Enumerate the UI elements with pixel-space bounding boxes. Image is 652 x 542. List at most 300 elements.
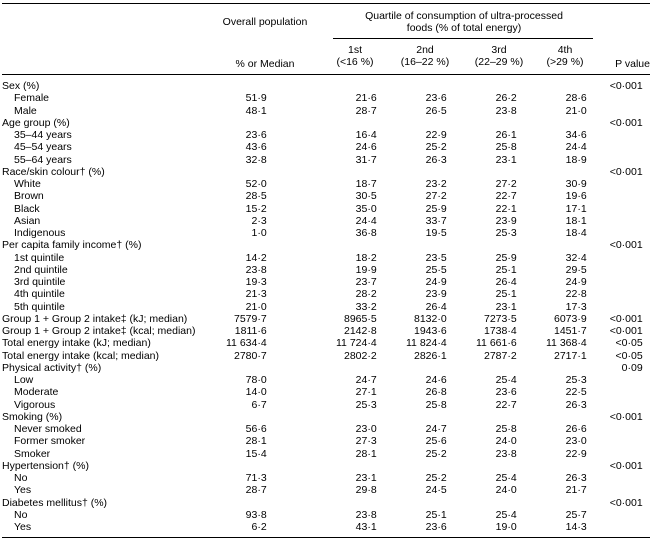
quartile-3-value (447, 411, 517, 423)
quartile-4-value (517, 497, 587, 509)
quartile-4-value: 19·6 (565, 190, 587, 203)
quartile-3-value: 25·9 (495, 251, 517, 264)
p-value (587, 178, 643, 190)
quartile-4-value: 17·3 (565, 300, 587, 313)
overall-unit-header: % or Median (235, 58, 295, 70)
table-row (2, 497, 643, 509)
p-value (587, 448, 643, 460)
quartile-2-value: 24·9 (425, 276, 447, 289)
overall-value (226, 460, 267, 472)
quartile-3-value (447, 166, 517, 178)
table-row (2, 337, 643, 349)
quartile-1-value (267, 411, 377, 423)
quartile-3-value: 22·7 (495, 190, 517, 203)
quartile-2-value: 8132·0 (413, 312, 447, 325)
row-sublabel: 45–54 years (14, 141, 72, 154)
p-value: <0·001 (609, 325, 643, 338)
row-sublabel: Male (14, 104, 37, 117)
row-sublabel: Vigorous (14, 398, 56, 411)
quartile-3-value: 11 661·6 (476, 337, 517, 350)
bottom-rule (2, 537, 650, 538)
row-sublabel: No (14, 508, 28, 521)
quartile-3-value: 23·9 (495, 214, 517, 227)
table-row (2, 105, 643, 117)
header-rule (2, 74, 650, 75)
quartile-2-value: 24·6 (425, 374, 447, 387)
overall-value: 1811·6 (234, 325, 267, 338)
row-sublabel: Brown (14, 190, 44, 203)
quartile-1-value (267, 166, 377, 178)
quartile-4-value: 11 368·4 (546, 337, 587, 350)
quartile-3-value (447, 460, 517, 472)
quartile-4-value: 1451·7 (553, 325, 587, 338)
table-row (2, 252, 643, 264)
overall-value: 7579·7 (233, 312, 267, 325)
quartile-3-range: (22–29 %) (474, 56, 524, 68)
quartile-2-value (377, 239, 447, 251)
quartile-1-value: 21·6 (355, 92, 377, 105)
p-value (587, 276, 643, 288)
quartile-4-value: 22·5 (565, 386, 587, 399)
p-value (587, 190, 643, 202)
row-label: Age group (%) (2, 116, 70, 129)
quartile-2-value: 26·3 (425, 153, 447, 166)
quartile-1-value: 35·0 (355, 202, 377, 215)
overall-value: 1·0 (251, 227, 267, 240)
overall-value (226, 80, 267, 92)
quartile-1-value (267, 80, 377, 92)
p-value: 0·09 (621, 361, 643, 374)
quartile-3-value: 25·3 (495, 227, 517, 240)
quartile-1-value: 23·7 (355, 276, 377, 289)
quartile-2-value (377, 362, 447, 374)
p-value (587, 472, 643, 484)
quartile-3-value: 25·4 (495, 508, 517, 521)
quartile-2-value: 23·2 (425, 178, 447, 191)
quartile-2-value (377, 117, 447, 129)
row-sublabel: 5th quintile (14, 300, 65, 313)
quartile-2-value: 24·7 (425, 423, 447, 436)
overall-value: 23·8 (245, 263, 267, 276)
row-sublabel: 2nd quintile (14, 263, 68, 276)
quartile-3-value: 23·8 (495, 104, 517, 117)
table-row (2, 313, 643, 325)
quartile-4-value: 26·3 (565, 472, 587, 485)
quartile-1-value: 28·2 (355, 288, 377, 301)
p-value (587, 288, 643, 300)
overall-value: 14·0 (245, 386, 267, 399)
quartile-3-value: 25·8 (495, 141, 517, 154)
p-value (587, 435, 643, 447)
quartile-3-value: 7273·5 (483, 312, 517, 325)
quartile-1-value: 2802·2 (343, 349, 377, 362)
quartile-1-value: 31·7 (355, 153, 377, 166)
row-sublabel: Never smoked (14, 423, 82, 436)
quartile-subrule (333, 38, 593, 39)
overall-header: Overall population (222, 16, 308, 28)
table-row (2, 215, 643, 227)
row-sublabel: 1st quintile (14, 251, 65, 264)
quartile-4-value (517, 411, 587, 423)
quartile-1-value: 25·3 (355, 398, 377, 411)
row-sublabel: Yes (14, 521, 32, 534)
p-value: <0·05 (615, 337, 643, 350)
quartile-1-value: 24·4 (355, 214, 377, 227)
overall-value: 14·2 (245, 251, 267, 264)
p-value (587, 423, 643, 435)
table-row (2, 521, 643, 533)
quartile-1-value: 23·0 (355, 423, 377, 436)
table-row (2, 386, 643, 398)
overall-value: 2780·7 (233, 349, 267, 362)
quartile-3-value (447, 497, 517, 509)
quartile-4-value: 29·5 (565, 263, 587, 276)
quartile-4-value: 14·3 (565, 521, 587, 534)
quartile-2-value: 22·9 (425, 129, 447, 142)
row-label: Hypertension† (%) (2, 459, 89, 472)
quartile-2-value: 23·5 (425, 251, 447, 264)
quartile-3-value (447, 362, 517, 374)
p-value (587, 509, 643, 521)
quartile-4-value: 24·9 (565, 276, 587, 289)
p-value: <0·001 (609, 116, 643, 129)
p-value: <0·001 (609, 165, 643, 178)
quartile-4-value: 25·3 (565, 374, 587, 387)
quartile-2-value (377, 166, 447, 178)
row-sublabel: Female (14, 92, 50, 105)
quartile-4-value (517, 117, 587, 129)
table-row (2, 288, 643, 300)
overall-value: 23·6 (245, 129, 267, 142)
p-value: <0·05 (615, 349, 643, 362)
quartile-1-value (267, 117, 377, 129)
quartile-1-value: 11 724·4 (336, 337, 377, 350)
quartile-1-value (267, 460, 377, 472)
row-sublabel: 35–44 years (14, 129, 72, 142)
quartile-3-value: 26·4 (495, 276, 517, 289)
overall-value: 48·1 (245, 104, 267, 117)
row-sublabel: Black (14, 202, 40, 215)
overall-value: 43·6 (245, 141, 267, 154)
quartile-4-value: 21·0 (565, 104, 587, 117)
p-value: <0·001 (609, 80, 643, 93)
quartile-3-value: 23·8 (495, 447, 517, 460)
quartile-1-value: 28·1 (355, 447, 377, 460)
p-value (587, 227, 643, 239)
quartile-3-value: 24·0 (495, 484, 517, 497)
table-row (2, 178, 643, 190)
quartile-2-value (377, 497, 447, 509)
table-body (2, 80, 643, 533)
row-label: Sex (%) (2, 80, 40, 93)
p-value (587, 92, 643, 104)
overall-value: 93·8 (245, 508, 267, 521)
row-sublabel: 4th quintile (14, 288, 65, 301)
quartile-1-value: 27·3 (355, 435, 377, 448)
table-row (2, 92, 643, 104)
overall-value (226, 117, 267, 129)
quartile-3-value: 26·1 (495, 129, 517, 142)
quartile-2-value: 19·5 (425, 227, 447, 240)
table-row (2, 435, 643, 447)
quartile-2-value: 25·9 (425, 202, 447, 215)
quartile-3-value: 25·8 (495, 423, 517, 436)
quartile-2-value: 23·6 (425, 521, 447, 534)
row-sublabel: Moderate (14, 386, 59, 399)
overall-value: 6·2 (251, 521, 267, 534)
quartile-2-value: 23·6 (425, 92, 447, 105)
overall-value (226, 411, 267, 423)
quartile-title-line-2: foods (% of total energy) (406, 22, 522, 34)
table-row (2, 325, 643, 337)
top-rule (2, 3, 650, 4)
row-sublabel: Asian (14, 214, 41, 227)
overall-value: 6·7 (251, 398, 267, 411)
overall-value: 19·3 (245, 276, 267, 289)
quartile-4-value (517, 460, 587, 472)
p-value (587, 215, 643, 227)
table-row (2, 301, 643, 313)
quartile-2-value (377, 411, 447, 423)
quartile-3-value (447, 239, 517, 251)
quartile-1-value (267, 239, 377, 251)
overall-value (226, 497, 267, 509)
quartile-1-value: 30·5 (355, 190, 377, 203)
quartile-3-value: 22·1 (495, 202, 517, 215)
quartile-1-range: (<16 %) (336, 56, 374, 68)
p-value (587, 374, 643, 386)
overall-value: 21·0 (245, 300, 267, 313)
quartile-4-value: 22·8 (565, 288, 587, 301)
quartile-2-value: 25·6 (425, 435, 447, 448)
quartile-1-value: 29·8 (355, 484, 377, 497)
quartile-2-value: 23·9 (425, 288, 447, 301)
quartile-1-value: 8965·5 (343, 312, 377, 325)
quartile-1-value: 23·8 (355, 508, 377, 521)
overall-value: 71·3 (245, 472, 267, 485)
p-value (587, 105, 643, 117)
quartile-3-value: 25·1 (495, 288, 517, 301)
quartile-1-value: 24·6 (355, 141, 377, 154)
quartile-1-value: 43·1 (355, 521, 377, 534)
row-label: Race/skin colour† (%) (2, 165, 105, 178)
quartile-3-value: 23·1 (495, 153, 517, 166)
row-label: Group 1 + Group 2 intake‡ (kJ; median) (2, 312, 188, 325)
table-row (2, 141, 643, 153)
table-row (2, 509, 643, 521)
p-value (587, 484, 643, 496)
quartile-2-value: 26·4 (425, 300, 447, 313)
quartile-3-value: 26·2 (495, 92, 517, 105)
table-row (2, 460, 643, 472)
row-label: Total energy intake (kcal; median) (2, 349, 159, 362)
quartile-1-value: 18·7 (355, 178, 377, 191)
quartile-3-value (447, 80, 517, 92)
p-value: <0·001 (609, 459, 643, 472)
row-label: Group 1 + Group 2 intake‡ (kcal; median) (2, 325, 196, 338)
quartile-2-value: 25·8 (425, 398, 447, 411)
p-value (587, 386, 643, 398)
quartile-1-value (267, 497, 377, 509)
quartile-2-value: 26·8 (425, 386, 447, 399)
p-value (587, 252, 643, 264)
overall-value: 15·2 (245, 202, 267, 215)
quartile-4-value: 24·4 (565, 141, 587, 154)
quartile-2-value: 1943·6 (413, 325, 447, 338)
quartile-1-value: 36·8 (355, 227, 377, 240)
quartile-2-value: 25·2 (425, 141, 447, 154)
row-label: Physical activity† (%) (2, 361, 102, 374)
table-row (2, 264, 643, 276)
overall-value: 28·5 (245, 190, 267, 203)
quartile-4-value: 28·6 (565, 92, 587, 105)
table-row (2, 399, 643, 411)
table-row (2, 166, 643, 178)
data-table (2, 80, 643, 533)
quartile-2-value: 25·5 (425, 263, 447, 276)
p-value (587, 203, 643, 215)
row-sublabel: 3rd quintile (14, 276, 66, 289)
quartile-1-value: 24·7 (355, 374, 377, 387)
quartile-2-value: 25·1 (425, 508, 447, 521)
overall-value: 21·3 (245, 288, 267, 301)
p-value (587, 154, 643, 166)
table-row (2, 448, 643, 460)
quartile-1-value: 28·7 (355, 104, 377, 117)
row-sublabel: No (14, 472, 28, 485)
quartile-4-value: 21·7 (565, 484, 587, 497)
quartile-4-value (517, 239, 587, 251)
overall-value: 28·7 (245, 484, 267, 497)
overall-value: 11 634·4 (226, 337, 267, 350)
row-label: Diabetes mellitus† (%) (2, 496, 108, 509)
overall-value: 52·0 (245, 178, 267, 191)
row-sublabel: Yes (14, 484, 32, 497)
quartile-4-value: 18·4 (565, 227, 587, 240)
quartile-4-value (517, 362, 587, 374)
table-row (2, 80, 643, 92)
table-row (2, 129, 643, 141)
quartile-1-value (267, 362, 377, 374)
p-value: <0·001 (609, 239, 643, 252)
row-sublabel: White (14, 178, 41, 191)
table-row (2, 423, 643, 435)
quartile-3-value: 25·1 (495, 263, 517, 276)
quartile-4-value: 34·6 (565, 129, 587, 142)
table-row (2, 484, 643, 496)
quartile-4-value: 26·3 (565, 398, 587, 411)
quartile-1-value: 18·2 (355, 251, 377, 264)
quartile-4-name: 4th (557, 44, 573, 56)
quartile-2-value (377, 460, 447, 472)
quartile-3-value: 23·6 (495, 386, 517, 399)
quartile-1-value: 2142·8 (343, 325, 377, 338)
quartile-4-value (517, 166, 587, 178)
table-row (2, 239, 643, 251)
quartile-4-value: 2717·1 (553, 349, 587, 362)
quartile-4-range: (>29 %) (546, 56, 584, 68)
quartile-2-value: 25·2 (425, 472, 447, 485)
quartile-4-value: 6073·9 (553, 312, 587, 325)
quartile-4-value: 23·0 (565, 435, 587, 448)
overall-value: 15·4 (245, 447, 267, 460)
quartile-3-value: 25·4 (495, 472, 517, 485)
overall-value (226, 239, 267, 251)
overall-value: 56·6 (245, 423, 267, 436)
quartile-2-value: 2826·1 (413, 349, 447, 362)
quartile-4-value: 18·1 (565, 214, 587, 227)
quartile-3-name: 3rd (491, 44, 507, 56)
quartile-2-value (377, 80, 447, 92)
row-sublabel: 55–64 years (14, 153, 72, 166)
overall-value: 51·9 (245, 92, 267, 105)
row-sublabel: Former smoker (14, 435, 86, 448)
quartile-1-value: 16·4 (355, 129, 377, 142)
quartile-1-value: 27·1 (355, 386, 377, 399)
table-row (2, 154, 643, 166)
quartile-2-name: 2nd (416, 44, 434, 56)
quartile-4-value: 30·9 (565, 178, 587, 191)
quartile-4-value: 18·9 (565, 153, 587, 166)
quartile-4-value: 32·4 (565, 251, 587, 264)
p-value-header: P value (615, 58, 650, 70)
quartile-2-value: 24·5 (425, 484, 447, 497)
quartile-3-value: 24·0 (495, 435, 517, 448)
quartile-3-value: 2787·2 (483, 349, 517, 362)
table-row (2, 190, 643, 202)
quartile-3-value (447, 117, 517, 129)
p-value (587, 301, 643, 313)
quartile-1-value: 23·1 (355, 472, 377, 485)
quartile-1-name: 1st (347, 44, 362, 56)
table-row (2, 374, 643, 386)
table-row (2, 411, 643, 423)
quartile-2-value: 26·5 (425, 104, 447, 117)
p-value: <0·001 (609, 312, 643, 325)
quartile-3-value: 22·7 (495, 398, 517, 411)
p-value (587, 521, 643, 533)
row-label: Total energy intake (kJ; median) (2, 337, 151, 350)
overall-value: 32·8 (245, 153, 267, 166)
p-value: <0·001 (609, 496, 643, 509)
table-row (2, 227, 643, 239)
overall-value (226, 362, 267, 374)
p-value: <0·001 (609, 410, 643, 423)
overall-value: 2·3 (251, 214, 267, 227)
row-label: Per capita family income† (%) (2, 239, 142, 252)
quartile-1-value: 19·9 (355, 263, 377, 276)
quartile-2-value: 33·7 (425, 214, 447, 227)
overall-value (226, 166, 267, 178)
p-value (587, 129, 643, 141)
table-row (2, 117, 643, 129)
row-sublabel: Indigenous (14, 227, 66, 240)
table-row (2, 276, 643, 288)
quartile-4-value: 25·7 (565, 508, 587, 521)
p-value (587, 264, 643, 276)
row-sublabel: Low (14, 374, 34, 387)
quartile-title-line-1: Quartile of consumption of ultra-processed (365, 10, 563, 22)
table-row (2, 203, 643, 215)
quartile-3-value: 1738·4 (483, 325, 517, 338)
p-value (587, 399, 643, 411)
overall-value: 28·1 (245, 435, 267, 448)
quartile-2-value: 11 824·4 (406, 337, 447, 350)
quartile-2-range: (16–22 %) (400, 56, 450, 68)
quartile-4-value (517, 80, 587, 92)
table-row (2, 472, 643, 484)
quartile-4-value: 22·9 (565, 447, 587, 460)
